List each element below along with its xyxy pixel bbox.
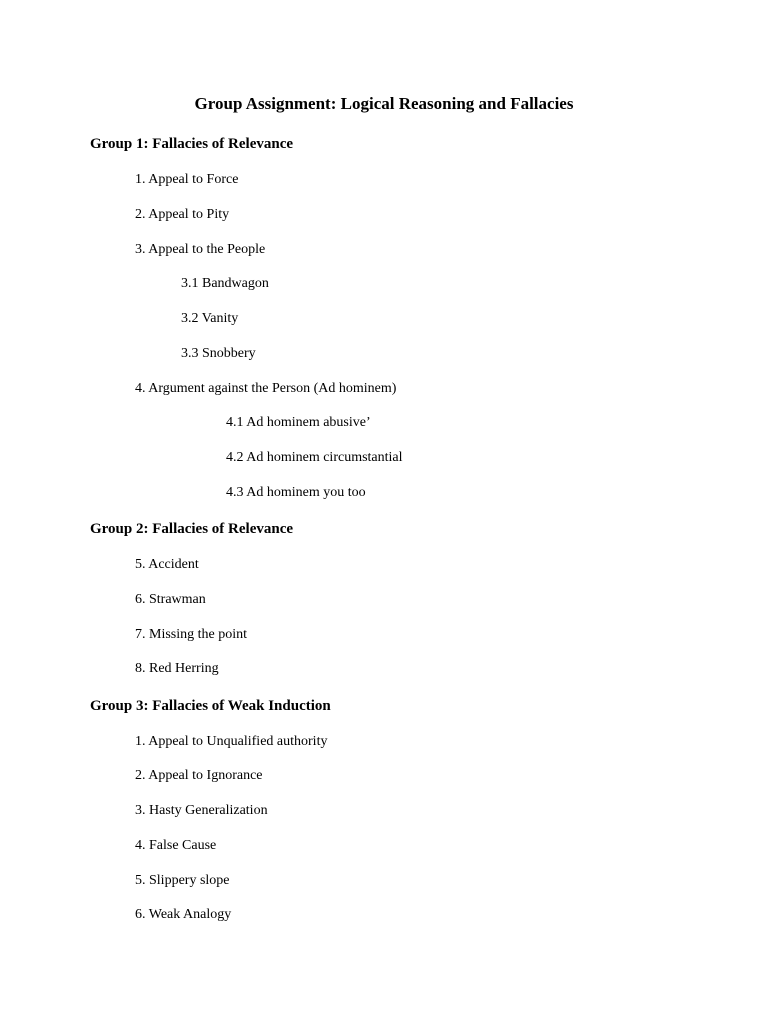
document-title: Group Assignment: Logical Reasoning and Fallacies: [194, 94, 574, 113]
list-item: 6. Weak Analogy: [135, 907, 232, 922]
sub-list-item: 4.2 Ad hominem circumstantial: [226, 450, 403, 465]
list-item: 1. Appeal to Unqualified authority: [135, 734, 328, 749]
list-item: 2. Appeal to Ignorance: [135, 768, 263, 783]
sub-list-item: 3.3 Snobbery: [181, 346, 256, 361]
list-item: 4. False Cause: [135, 838, 217, 853]
list-item: 5. Slippery slope: [135, 873, 230, 888]
sub-list-item: 4.1 Ad hominem abusive’: [226, 415, 371, 430]
list-item: 1. Appeal to Force: [135, 172, 239, 187]
list-item: 3. Hasty Generalization: [135, 803, 268, 818]
sub-list-item: 3.2 Vanity: [181, 311, 239, 326]
list-item: 8. Red Herring: [135, 661, 219, 676]
list-item: 6. Strawman: [135, 592, 206, 607]
list-item: 7. Missing the point: [135, 627, 248, 642]
list-item: 5. Accident: [135, 557, 199, 572]
group-1-heading: Group 1: Fallacies of Relevance: [90, 136, 294, 152]
list-item: 2. Appeal to Pity: [135, 207, 230, 222]
list-item: 4. Argument against the Person (Ad hominem): [135, 381, 397, 396]
sub-list-item: 4.3 Ad hominem you too: [226, 485, 366, 500]
group-2-heading: Group 2: Fallacies of Relevance: [90, 521, 294, 537]
group-3-heading: Group 3: Fallacies of Weak Induction: [90, 698, 331, 714]
sub-list-item: 3.1 Bandwagon: [181, 276, 269, 291]
list-item: 3. Appeal to the People: [135, 242, 266, 257]
